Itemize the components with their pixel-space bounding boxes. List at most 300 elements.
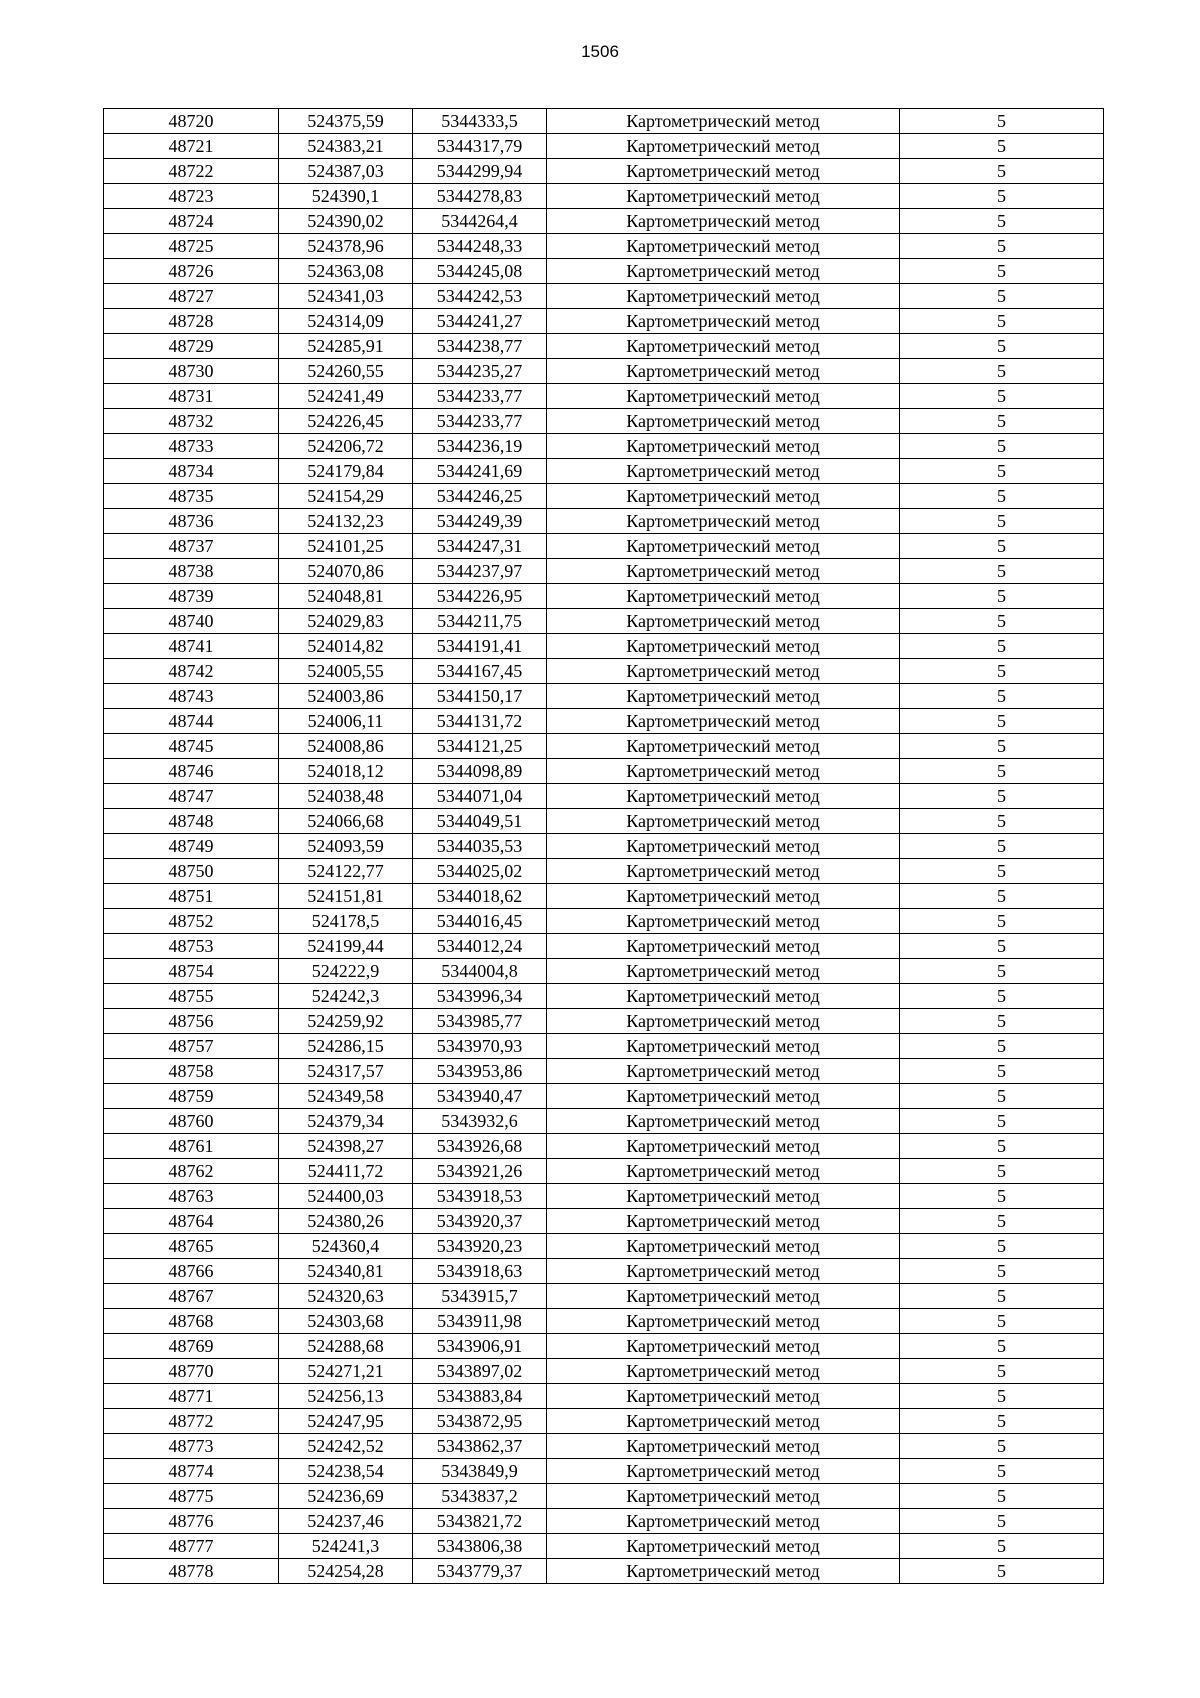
method-cell: Картометрический метод bbox=[547, 1309, 900, 1334]
point-number-cell: 48740 bbox=[104, 609, 279, 634]
table-row bbox=[104, 884, 1104, 909]
x-coordinate-cell: 524206,72 bbox=[279, 434, 413, 459]
point-number-cell: 48761 bbox=[104, 1134, 279, 1159]
table-row bbox=[104, 384, 1104, 409]
point-number-cell: 48758 bbox=[104, 1059, 279, 1084]
table-row bbox=[104, 284, 1104, 309]
y-coordinate-cell: 5343837,2 bbox=[413, 1484, 547, 1509]
y-coordinate-cell: 5343897,02 bbox=[413, 1359, 547, 1384]
y-coordinate-cell: 5344191,41 bbox=[413, 634, 547, 659]
x-coordinate-cell: 524271,21 bbox=[279, 1359, 413, 1384]
accuracy-cell: 5 bbox=[900, 784, 1104, 809]
point-number-cell: 48764 bbox=[104, 1209, 279, 1234]
y-coordinate-cell: 5344233,77 bbox=[413, 409, 547, 434]
method-cell: Картометрический метод bbox=[547, 1209, 900, 1234]
accuracy-cell: 5 bbox=[900, 334, 1104, 359]
x-coordinate-cell: 524066,68 bbox=[279, 809, 413, 834]
accuracy-cell: 5 bbox=[900, 234, 1104, 259]
point-number-cell: 48767 bbox=[104, 1284, 279, 1309]
point-number-cell: 48745 bbox=[104, 734, 279, 759]
method-cell: Картометрический метод bbox=[547, 834, 900, 859]
point-number-cell: 48722 bbox=[104, 159, 279, 184]
y-coordinate-cell: 5344211,75 bbox=[413, 609, 547, 634]
point-number-cell: 48737 bbox=[104, 534, 279, 559]
x-coordinate-cell: 524285,91 bbox=[279, 334, 413, 359]
y-coordinate-cell: 5343918,53 bbox=[413, 1184, 547, 1209]
page-number: 1506 bbox=[581, 42, 619, 61]
x-coordinate-cell: 524236,69 bbox=[279, 1484, 413, 1509]
y-coordinate-cell: 5343920,37 bbox=[413, 1209, 547, 1234]
point-number-cell: 48727 bbox=[104, 284, 279, 309]
method-cell: Картометрический метод bbox=[547, 1009, 900, 1034]
x-coordinate-cell: 524070,86 bbox=[279, 559, 413, 584]
x-coordinate-cell: 524363,08 bbox=[279, 259, 413, 284]
point-number-cell: 48776 bbox=[104, 1509, 279, 1534]
point-number-cell: 48732 bbox=[104, 409, 279, 434]
method-cell: Картометрический метод bbox=[547, 484, 900, 509]
accuracy-cell: 5 bbox=[900, 209, 1104, 234]
table-row bbox=[104, 759, 1104, 784]
table-row bbox=[104, 309, 1104, 334]
table-row bbox=[104, 934, 1104, 959]
point-number-cell: 48748 bbox=[104, 809, 279, 834]
accuracy-cell: 5 bbox=[900, 1209, 1104, 1234]
y-coordinate-cell: 5343932,6 bbox=[413, 1109, 547, 1134]
table-row bbox=[104, 1034, 1104, 1059]
x-coordinate-cell: 524398,27 bbox=[279, 1134, 413, 1159]
y-coordinate-cell: 5343926,68 bbox=[413, 1134, 547, 1159]
table-row bbox=[104, 1134, 1104, 1159]
x-coordinate-cell: 524390,1 bbox=[279, 184, 413, 209]
method-cell: Картометрический метод bbox=[547, 609, 900, 634]
accuracy-cell: 5 bbox=[900, 984, 1104, 1009]
table-row bbox=[104, 584, 1104, 609]
accuracy-cell: 5 bbox=[900, 859, 1104, 884]
method-cell: Картометрический метод bbox=[547, 1084, 900, 1109]
method-cell: Картометрический метод bbox=[547, 234, 900, 259]
method-cell: Картометрический метод bbox=[547, 884, 900, 909]
point-number-cell: 48773 bbox=[104, 1434, 279, 1459]
method-cell: Картометрический метод bbox=[547, 1334, 900, 1359]
point-number-cell: 48724 bbox=[104, 209, 279, 234]
point-number-cell: 48720 bbox=[104, 109, 279, 134]
accuracy-cell: 5 bbox=[900, 109, 1104, 134]
accuracy-cell: 5 bbox=[900, 834, 1104, 859]
table-row bbox=[104, 859, 1104, 884]
point-number-cell: 48763 bbox=[104, 1184, 279, 1209]
table-row bbox=[104, 1484, 1104, 1509]
accuracy-cell: 5 bbox=[900, 1459, 1104, 1484]
y-coordinate-cell: 5344264,4 bbox=[413, 209, 547, 234]
accuracy-cell: 5 bbox=[900, 1359, 1104, 1384]
table-row bbox=[104, 134, 1104, 159]
accuracy-cell: 5 bbox=[900, 259, 1104, 284]
accuracy-cell: 5 bbox=[900, 634, 1104, 659]
accuracy-cell: 5 bbox=[900, 1309, 1104, 1334]
accuracy-cell: 5 bbox=[900, 709, 1104, 734]
point-number-cell: 48772 bbox=[104, 1409, 279, 1434]
y-coordinate-cell: 5344247,31 bbox=[413, 534, 547, 559]
x-coordinate-cell: 524005,55 bbox=[279, 659, 413, 684]
table-row bbox=[104, 1159, 1104, 1184]
table-row bbox=[104, 509, 1104, 534]
point-number-cell: 48750 bbox=[104, 859, 279, 884]
y-coordinate-cell: 5344150,17 bbox=[413, 684, 547, 709]
point-number-cell: 48771 bbox=[104, 1384, 279, 1409]
y-coordinate-cell: 5343970,93 bbox=[413, 1034, 547, 1059]
method-cell: Картометрический метод bbox=[547, 759, 900, 784]
accuracy-cell: 5 bbox=[900, 684, 1104, 709]
y-coordinate-cell: 5343996,34 bbox=[413, 984, 547, 1009]
table-row bbox=[104, 1334, 1104, 1359]
y-coordinate-cell: 5344317,79 bbox=[413, 134, 547, 159]
coordinates-table-body bbox=[104, 109, 1104, 1584]
x-coordinate-cell: 524288,68 bbox=[279, 1334, 413, 1359]
accuracy-cell: 5 bbox=[900, 1009, 1104, 1034]
accuracy-cell: 5 bbox=[900, 1034, 1104, 1059]
y-coordinate-cell: 5343953,86 bbox=[413, 1059, 547, 1084]
table-row bbox=[104, 634, 1104, 659]
point-number-cell: 48766 bbox=[104, 1259, 279, 1284]
method-cell: Картометрический метод bbox=[547, 1484, 900, 1509]
method-cell: Картометрический метод bbox=[547, 959, 900, 984]
method-cell: Картометрический метод bbox=[547, 1284, 900, 1309]
accuracy-cell: 5 bbox=[900, 484, 1104, 509]
y-coordinate-cell: 5343906,91 bbox=[413, 1334, 547, 1359]
table-row bbox=[104, 409, 1104, 434]
table-row bbox=[104, 1109, 1104, 1134]
point-number-cell: 48769 bbox=[104, 1334, 279, 1359]
method-cell: Картометрический метод bbox=[547, 984, 900, 1009]
table-row bbox=[104, 834, 1104, 859]
y-coordinate-cell: 5344278,83 bbox=[413, 184, 547, 209]
y-coordinate-cell: 5344071,04 bbox=[413, 784, 547, 809]
y-coordinate-cell: 5344241,27 bbox=[413, 309, 547, 334]
y-coordinate-cell: 5343849,9 bbox=[413, 1459, 547, 1484]
accuracy-cell: 5 bbox=[900, 1259, 1104, 1284]
method-cell: Картометрический метод bbox=[547, 209, 900, 234]
method-cell: Картометрический метод bbox=[547, 659, 900, 684]
accuracy-cell: 5 bbox=[900, 159, 1104, 184]
x-coordinate-cell: 524093,59 bbox=[279, 834, 413, 859]
table-row bbox=[104, 1284, 1104, 1309]
table-row bbox=[104, 1234, 1104, 1259]
accuracy-cell: 5 bbox=[900, 1284, 1104, 1309]
y-coordinate-cell: 5344242,53 bbox=[413, 284, 547, 309]
accuracy-cell: 5 bbox=[900, 284, 1104, 309]
point-number-cell: 48741 bbox=[104, 634, 279, 659]
point-number-cell: 48756 bbox=[104, 1009, 279, 1034]
method-cell: Картометрический метод bbox=[547, 359, 900, 384]
x-coordinate-cell: 524390,02 bbox=[279, 209, 413, 234]
table-row bbox=[104, 209, 1104, 234]
method-cell: Картометрический метод bbox=[547, 684, 900, 709]
method-cell: Картометрический метод bbox=[547, 109, 900, 134]
y-coordinate-cell: 5343883,84 bbox=[413, 1384, 547, 1409]
y-coordinate-cell: 5344248,33 bbox=[413, 234, 547, 259]
accuracy-cell: 5 bbox=[900, 1384, 1104, 1409]
x-coordinate-cell: 524226,45 bbox=[279, 409, 413, 434]
x-coordinate-cell: 524242,3 bbox=[279, 984, 413, 1009]
accuracy-cell: 5 bbox=[900, 809, 1104, 834]
x-coordinate-cell: 524014,82 bbox=[279, 634, 413, 659]
y-coordinate-cell: 5343921,26 bbox=[413, 1159, 547, 1184]
accuracy-cell: 5 bbox=[900, 409, 1104, 434]
method-cell: Картометрический метод bbox=[547, 1034, 900, 1059]
x-coordinate-cell: 524242,52 bbox=[279, 1434, 413, 1459]
table-row bbox=[104, 959, 1104, 984]
x-coordinate-cell: 524303,68 bbox=[279, 1309, 413, 1334]
x-coordinate-cell: 524378,96 bbox=[279, 234, 413, 259]
table-row bbox=[104, 1509, 1104, 1534]
x-coordinate-cell: 524179,84 bbox=[279, 459, 413, 484]
method-cell: Картометрический метод bbox=[547, 709, 900, 734]
y-coordinate-cell: 5344131,72 bbox=[413, 709, 547, 734]
point-number-cell: 48731 bbox=[104, 384, 279, 409]
point-number-cell: 48744 bbox=[104, 709, 279, 734]
x-coordinate-cell: 524317,57 bbox=[279, 1059, 413, 1084]
y-coordinate-cell: 5343918,63 bbox=[413, 1259, 547, 1284]
accuracy-cell: 5 bbox=[900, 584, 1104, 609]
y-coordinate-cell: 5344246,25 bbox=[413, 484, 547, 509]
x-coordinate-cell: 524254,28 bbox=[279, 1559, 413, 1584]
y-coordinate-cell: 5344245,08 bbox=[413, 259, 547, 284]
x-coordinate-cell: 524349,58 bbox=[279, 1084, 413, 1109]
table-row bbox=[104, 1409, 1104, 1434]
point-number-cell: 48735 bbox=[104, 484, 279, 509]
accuracy-cell: 5 bbox=[900, 734, 1104, 759]
method-cell: Картометрический метод bbox=[547, 809, 900, 834]
table-row bbox=[104, 659, 1104, 684]
method-cell: Картометрический метод bbox=[547, 1384, 900, 1409]
point-number-cell: 48768 bbox=[104, 1309, 279, 1334]
table-row bbox=[104, 109, 1104, 134]
table-row bbox=[104, 234, 1104, 259]
accuracy-cell: 5 bbox=[900, 884, 1104, 909]
method-cell: Картометрический метод bbox=[547, 634, 900, 659]
y-coordinate-cell: 5344241,69 bbox=[413, 459, 547, 484]
y-coordinate-cell: 5344049,51 bbox=[413, 809, 547, 834]
accuracy-cell: 5 bbox=[900, 959, 1104, 984]
point-number-cell: 48752 bbox=[104, 909, 279, 934]
x-coordinate-cell: 524048,81 bbox=[279, 584, 413, 609]
x-coordinate-cell: 524375,59 bbox=[279, 109, 413, 134]
y-coordinate-cell: 5344236,19 bbox=[413, 434, 547, 459]
method-cell: Картометрический метод bbox=[547, 309, 900, 334]
point-number-cell: 48775 bbox=[104, 1484, 279, 1509]
table-row bbox=[104, 434, 1104, 459]
method-cell: Картометрический метод bbox=[547, 1459, 900, 1484]
method-cell: Картометрический метод bbox=[547, 559, 900, 584]
table-row bbox=[104, 159, 1104, 184]
x-coordinate-cell: 524400,03 bbox=[279, 1184, 413, 1209]
point-number-cell: 48762 bbox=[104, 1159, 279, 1184]
y-coordinate-cell: 5344167,45 bbox=[413, 659, 547, 684]
y-coordinate-cell: 5344004,8 bbox=[413, 959, 547, 984]
method-cell: Картометрический метод bbox=[547, 1559, 900, 1584]
point-number-cell: 48760 bbox=[104, 1109, 279, 1134]
method-cell: Картометрический метод bbox=[547, 1509, 900, 1534]
table-row bbox=[104, 359, 1104, 384]
x-coordinate-cell: 524238,54 bbox=[279, 1459, 413, 1484]
accuracy-cell: 5 bbox=[900, 1159, 1104, 1184]
point-number-cell: 48778 bbox=[104, 1559, 279, 1584]
accuracy-cell: 5 bbox=[900, 1084, 1104, 1109]
method-cell: Картометрический метод bbox=[547, 1409, 900, 1434]
accuracy-cell: 5 bbox=[900, 909, 1104, 934]
accuracy-cell: 5 bbox=[900, 1059, 1104, 1084]
method-cell: Картометрический метод bbox=[547, 259, 900, 284]
table-row bbox=[104, 1209, 1104, 1234]
method-cell: Картометрический метод bbox=[547, 184, 900, 209]
method-cell: Картометрический метод bbox=[547, 1259, 900, 1284]
method-cell: Картометрический метод bbox=[547, 584, 900, 609]
y-coordinate-cell: 5344035,53 bbox=[413, 834, 547, 859]
accuracy-cell: 5 bbox=[900, 609, 1104, 634]
accuracy-cell: 5 bbox=[900, 184, 1104, 209]
y-coordinate-cell: 5344299,94 bbox=[413, 159, 547, 184]
method-cell: Картометрический метод bbox=[547, 284, 900, 309]
accuracy-cell: 5 bbox=[900, 1334, 1104, 1359]
method-cell: Картометрический метод bbox=[547, 1134, 900, 1159]
table-row bbox=[104, 984, 1104, 1009]
y-coordinate-cell: 5343985,77 bbox=[413, 1009, 547, 1034]
x-coordinate-cell: 524259,92 bbox=[279, 1009, 413, 1034]
point-number-cell: 48770 bbox=[104, 1359, 279, 1384]
table-row bbox=[104, 734, 1104, 759]
y-coordinate-cell: 5344235,27 bbox=[413, 359, 547, 384]
y-coordinate-cell: 5344016,45 bbox=[413, 909, 547, 934]
accuracy-cell: 5 bbox=[900, 509, 1104, 534]
x-coordinate-cell: 524122,77 bbox=[279, 859, 413, 884]
x-coordinate-cell: 524241,3 bbox=[279, 1534, 413, 1559]
point-number-cell: 48725 bbox=[104, 234, 279, 259]
method-cell: Картометрический метод bbox=[547, 734, 900, 759]
point-number-cell: 48728 bbox=[104, 309, 279, 334]
y-coordinate-cell: 5343862,37 bbox=[413, 1434, 547, 1459]
point-number-cell: 48742 bbox=[104, 659, 279, 684]
accuracy-cell: 5 bbox=[900, 1234, 1104, 1259]
y-coordinate-cell: 5343821,72 bbox=[413, 1509, 547, 1534]
method-cell: Картометрический метод bbox=[547, 1109, 900, 1134]
x-coordinate-cell: 524260,55 bbox=[279, 359, 413, 384]
point-number-cell: 48751 bbox=[104, 884, 279, 909]
point-number-cell: 48738 bbox=[104, 559, 279, 584]
accuracy-cell: 5 bbox=[900, 359, 1104, 384]
point-number-cell: 48726 bbox=[104, 259, 279, 284]
method-cell: Картометрический метод bbox=[547, 384, 900, 409]
y-coordinate-cell: 5344012,24 bbox=[413, 934, 547, 959]
x-coordinate-cell: 524222,9 bbox=[279, 959, 413, 984]
point-number-cell: 48774 bbox=[104, 1459, 279, 1484]
x-coordinate-cell: 524247,95 bbox=[279, 1409, 413, 1434]
table-row bbox=[104, 1259, 1104, 1284]
method-cell: Картометрический метод bbox=[547, 784, 900, 809]
point-number-cell: 48753 bbox=[104, 934, 279, 959]
x-coordinate-cell: 524178,5 bbox=[279, 909, 413, 934]
method-cell: Картометрический метод bbox=[547, 1534, 900, 1559]
y-coordinate-cell: 5343915,7 bbox=[413, 1284, 547, 1309]
table-row bbox=[104, 1309, 1104, 1334]
y-coordinate-cell: 5344233,77 bbox=[413, 384, 547, 409]
method-cell: Картометрический метод bbox=[547, 434, 900, 459]
x-coordinate-cell: 524029,83 bbox=[279, 609, 413, 634]
y-coordinate-cell: 5344237,97 bbox=[413, 559, 547, 584]
table-row bbox=[104, 1059, 1104, 1084]
point-number-cell: 48749 bbox=[104, 834, 279, 859]
table-row bbox=[104, 709, 1104, 734]
method-cell: Картометрический метод bbox=[547, 159, 900, 184]
y-coordinate-cell: 5344121,25 bbox=[413, 734, 547, 759]
accuracy-cell: 5 bbox=[900, 309, 1104, 334]
accuracy-cell: 5 bbox=[900, 934, 1104, 959]
point-number-cell: 48730 bbox=[104, 359, 279, 384]
method-cell: Картометрический метод bbox=[547, 934, 900, 959]
method-cell: Картометрический метод bbox=[547, 1184, 900, 1209]
x-coordinate-cell: 524411,72 bbox=[279, 1159, 413, 1184]
method-cell: Картометрический метод bbox=[547, 334, 900, 359]
x-coordinate-cell: 524360,4 bbox=[279, 1234, 413, 1259]
point-number-cell: 48757 bbox=[104, 1034, 279, 1059]
y-coordinate-cell: 5344025,02 bbox=[413, 859, 547, 884]
x-coordinate-cell: 524038,48 bbox=[279, 784, 413, 809]
y-coordinate-cell: 5343872,95 bbox=[413, 1409, 547, 1434]
y-coordinate-cell: 5343806,38 bbox=[413, 1534, 547, 1559]
x-coordinate-cell: 524154,29 bbox=[279, 484, 413, 509]
x-coordinate-cell: 524241,49 bbox=[279, 384, 413, 409]
point-number-cell: 48721 bbox=[104, 134, 279, 159]
x-coordinate-cell: 524320,63 bbox=[279, 1284, 413, 1309]
accuracy-cell: 5 bbox=[900, 384, 1104, 409]
x-coordinate-cell: 524132,23 bbox=[279, 509, 413, 534]
table-row bbox=[104, 784, 1104, 809]
table-row bbox=[104, 484, 1104, 509]
table-row bbox=[104, 534, 1104, 559]
accuracy-cell: 5 bbox=[900, 534, 1104, 559]
y-coordinate-cell: 5344333,5 bbox=[413, 109, 547, 134]
point-number-cell: 48739 bbox=[104, 584, 279, 609]
table-row bbox=[104, 259, 1104, 284]
point-number-cell: 48746 bbox=[104, 759, 279, 784]
y-coordinate-cell: 5343911,98 bbox=[413, 1309, 547, 1334]
y-coordinate-cell: 5344098,89 bbox=[413, 759, 547, 784]
table-row bbox=[104, 809, 1104, 834]
point-number-cell: 48734 bbox=[104, 459, 279, 484]
table-row bbox=[104, 1434, 1104, 1459]
y-coordinate-cell: 5344018,62 bbox=[413, 884, 547, 909]
point-number-cell: 48777 bbox=[104, 1534, 279, 1559]
method-cell: Картометрический метод bbox=[547, 1159, 900, 1184]
accuracy-cell: 5 bbox=[900, 1484, 1104, 1509]
method-cell: Картометрический метод bbox=[547, 1359, 900, 1384]
accuracy-cell: 5 bbox=[900, 1409, 1104, 1434]
table-row bbox=[104, 1084, 1104, 1109]
y-coordinate-cell: 5344226,95 bbox=[413, 584, 547, 609]
x-coordinate-cell: 524101,25 bbox=[279, 534, 413, 559]
y-coordinate-cell: 5343920,23 bbox=[413, 1234, 547, 1259]
point-number-cell: 48733 bbox=[104, 434, 279, 459]
method-cell: Картометрический метод bbox=[547, 859, 900, 884]
table-row bbox=[104, 909, 1104, 934]
point-number-cell: 48723 bbox=[104, 184, 279, 209]
y-coordinate-cell: 5344249,39 bbox=[413, 509, 547, 534]
x-coordinate-cell: 524383,21 bbox=[279, 134, 413, 159]
method-cell: Картометрический метод bbox=[547, 534, 900, 559]
x-coordinate-cell: 524018,12 bbox=[279, 759, 413, 784]
accuracy-cell: 5 bbox=[900, 1509, 1104, 1534]
x-coordinate-cell: 524314,09 bbox=[279, 309, 413, 334]
table-row bbox=[104, 559, 1104, 584]
